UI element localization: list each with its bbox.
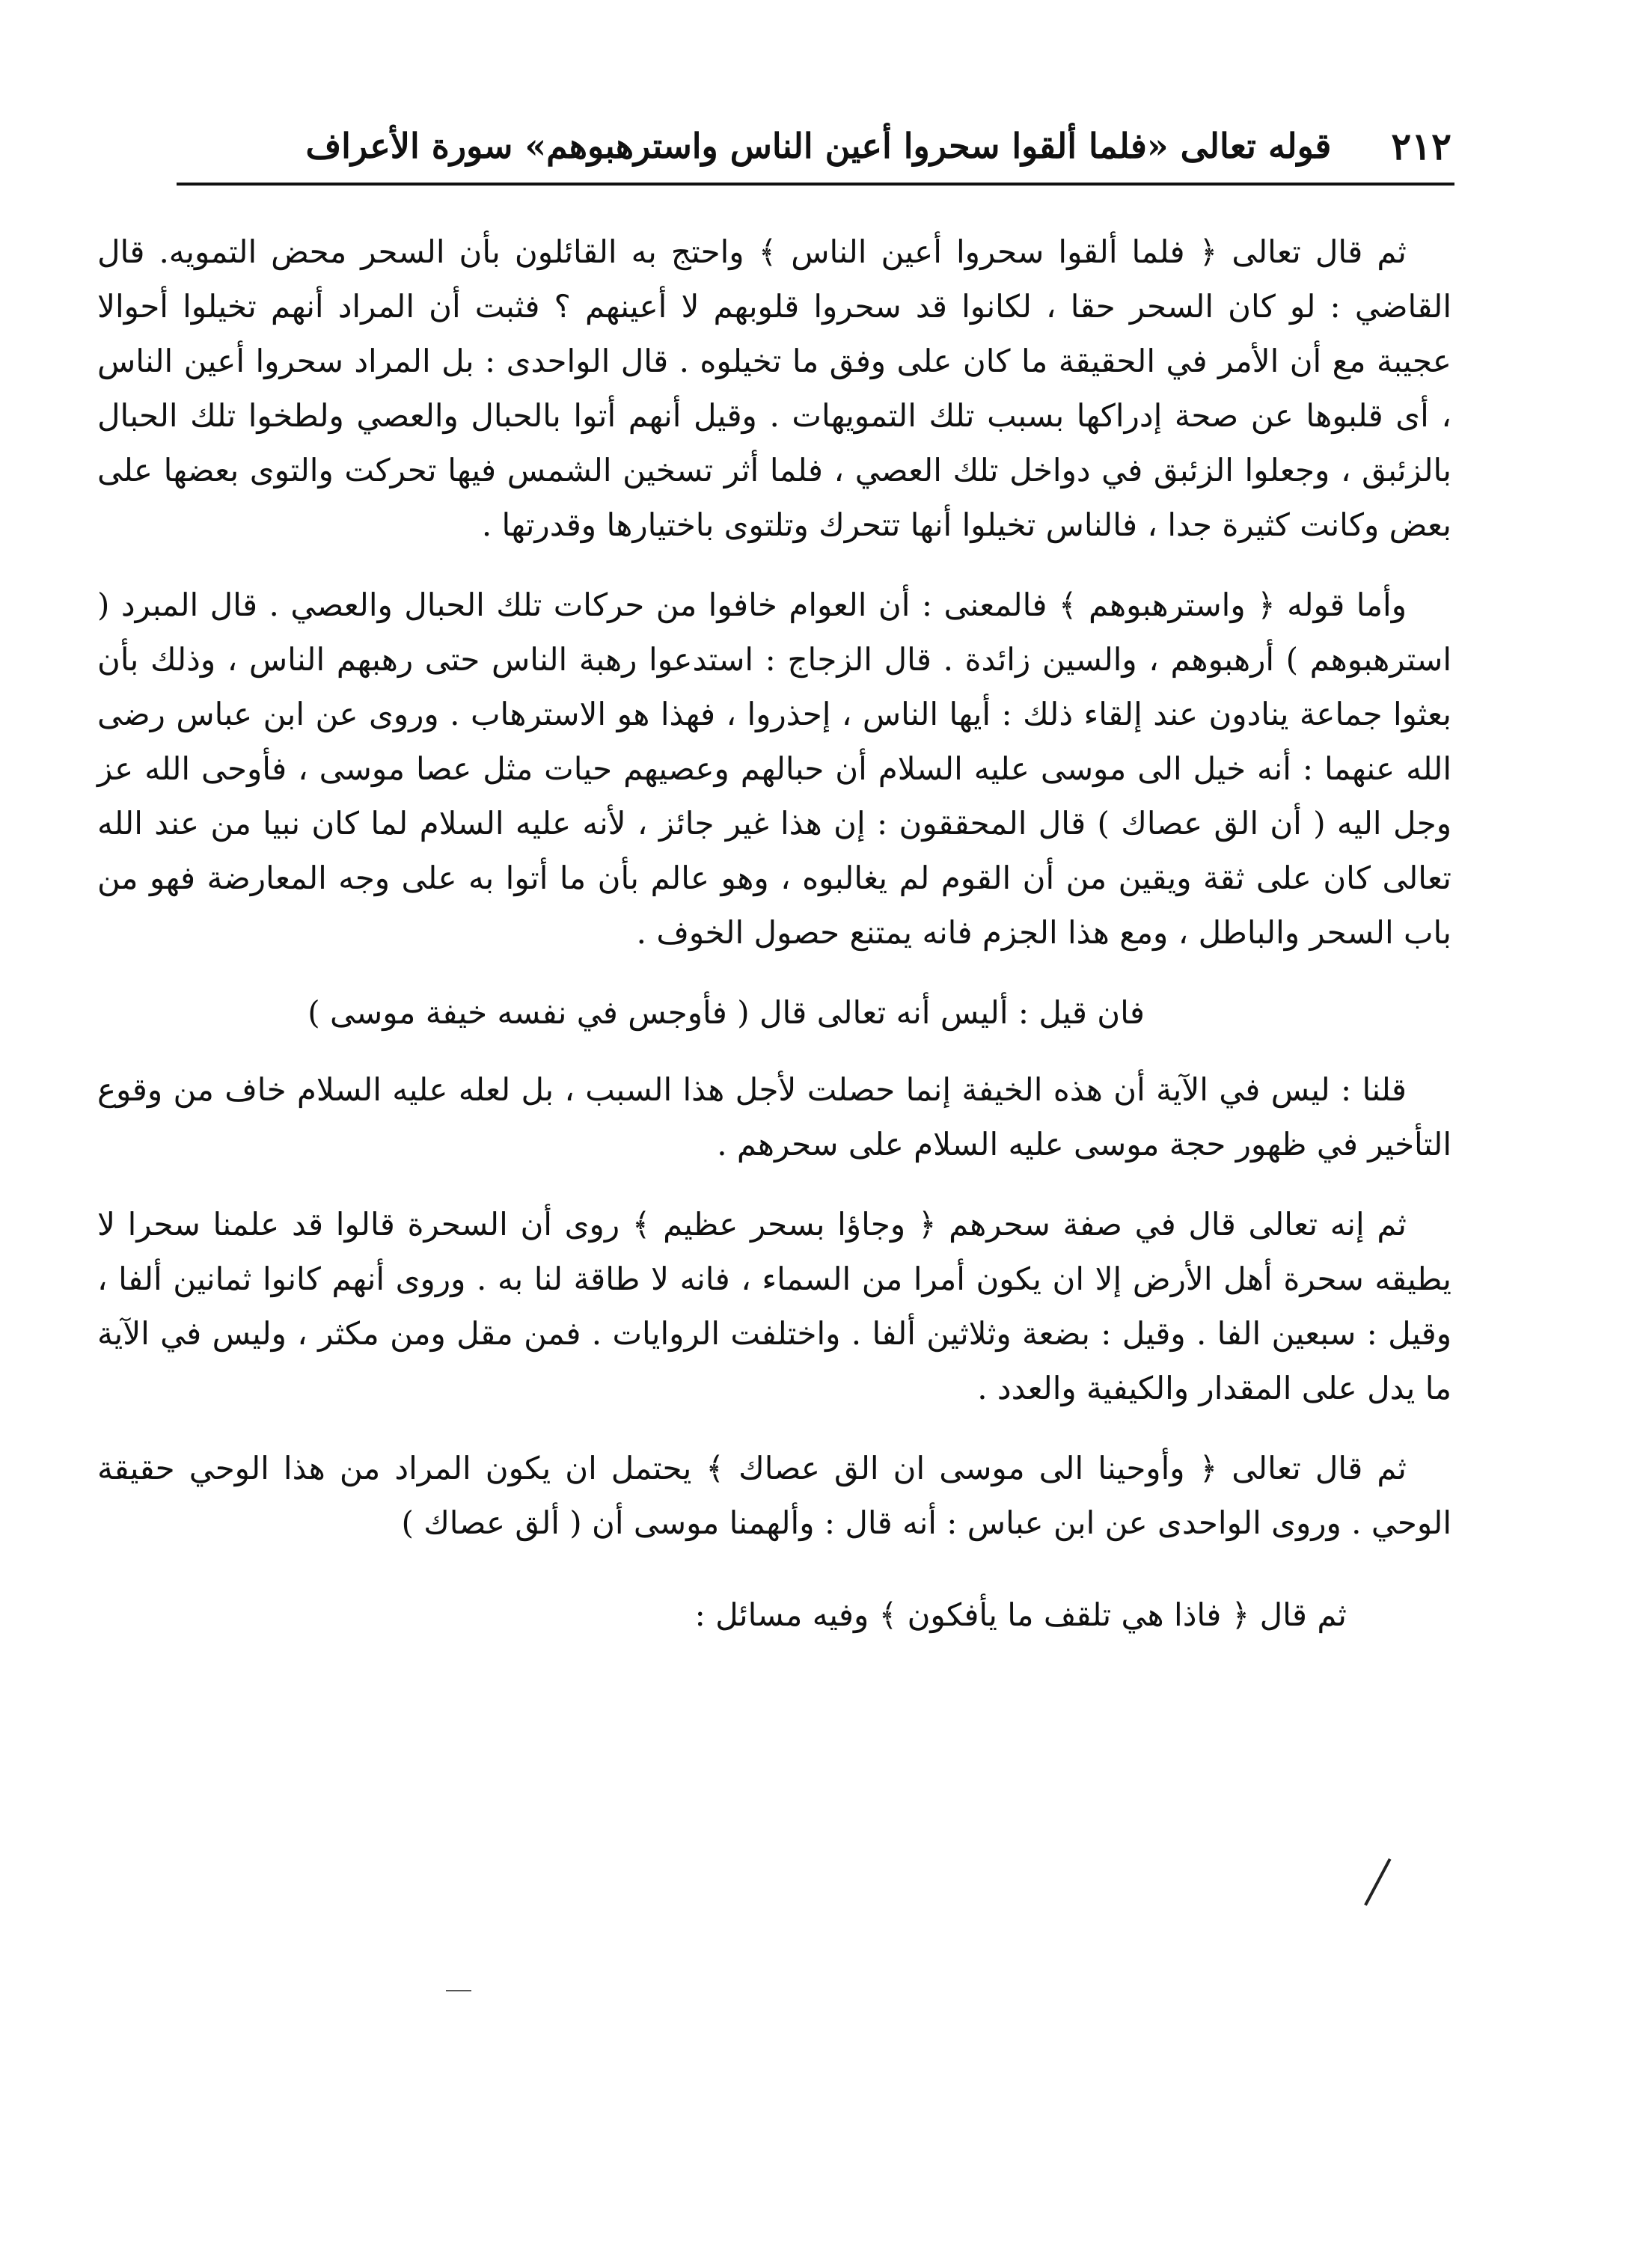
paragraph-3: فان قيل : أليس أنه تعالى قال ( فأوجس في نفسه خيفة موسى ) bbox=[308, 994, 1145, 1031]
body-text bbox=[97, 224, 1451, 1667]
paragraph-1: ثم قال تعالى ﴿ فلما ألقوا سحروا أعين الناس ﴾ واحتج به القائلون بأن السحر محض التمويه. قال القاضي : لو كان السحر حقا ، لكانوا قد سحروا قلوبهم لا أعينهم ؟ فثبت أن المراد أنهم تخيلوا أحوالا عجيبة مع أن الأمر في الحقيقة ما كان على وفق ما تخيلوه . قال الواحدى : بل المراد سحروا أعين الناس ، أى قلبوها عن صحة إدراكها بسبب تلك التمويهات . وقيل أنهم أتوا بالحبال والعصي ولطخوا تلك الحبال بالزئبق ، وجعلوا الزئبق في دواخل تلك العصي ، فلما أثر تسخين الشمس فيها تحركت والتوى بعضها على بعض وكانت كثيرة جدا ، فالناس تخيلوا أنها تتحرك وتلتوى باختيارها وقدرتها . bbox=[97, 233, 1451, 543]
paragraph-7: ثم قال ﴿ فاذا هي تلقف ما يأفكون ﴾ وفيه مسائل : bbox=[694, 1596, 1347, 1633]
header-title: قوله تعالى «فلما ألقوا سحروا أعين الناس واسترهبوهم» سورة الأعراف bbox=[305, 126, 1332, 166]
running-header bbox=[180, 112, 1451, 180]
paragraph-6: ثم قال تعالى ﴿ وأوحينا الى موسى ان الق عصاك ﴾ يحتمل ان يكون المراد من هذا الوحي حقيقة الوحي . وروى الواحدى عن ابن عباس : أنه قال : وألهمنا موسى أن ( ألق عصاك ) bbox=[97, 1450, 1451, 1541]
page-number: ٢١٢ bbox=[1391, 123, 1451, 168]
header-rule bbox=[177, 183, 1454, 186]
scan-mark bbox=[446, 1990, 471, 1991]
paragraph-4: قلنا : ليس في الآية أن هذه الخيفة إنما حصلت لأجل هذا السبب ، بل لعله عليه السلام خاف من وقوع التأخير في ظهور حجة موسى عليه السلام على سحرهم . bbox=[97, 1071, 1451, 1163]
paragraph-5: ثم إنه تعالى قال في صفة سحرهم ﴿ وجاؤا بسحر عظيم ﴾ روى أن السحرة قالوا قد علمنا سحرا لا يطيقه سحرة أهل الأرض إلا ان يكون أمرا من السماء ، فانه لا طاقة لنا به . وروى أنهم كانوا ثمانين ألفا ، وقيل : سبعين الفا . وقيل : بضعة وثلاثين ألفا . واختلفت الروايات . فمن مقل ومن مكثر ، وليس في الآية ما يدل على المقدار والكيفية والعدد . bbox=[97, 1206, 1451, 1406]
margin-slash-mark bbox=[1364, 1858, 1399, 1910]
paragraph-2: وأما قوله ﴿ واسترهبوهم ﴾ فالمعنى : أن العوام خافوا من حركات تلك الحبال والعصي . قال المبرد ( استرهبوهم ) أرهبوهم ، والسين زائدة . قال الزجاج : استدعوا رهبة الناس حتى رهبهم الناس ، وذلك بأن بعثوا جماعة ينادون عند إلقاء ذلك : أيها الناس ، إحذروا ، فهذا هو الاسترهاب . وروى عن ابن عباس رضى الله عنهما : أنه خيل الى موسى عليه السلام أن حبالهم وعصيهم حيات مثل عصا موسى ، فأوحى الله عز وجل اليه ( أن الق عصاك ) قال المحققون : إن هذا غير جائز ، لأنه عليه السلام لما كان نبيا من عند الله تعالى كان على ثقة ويقين من أن القوم لم يغالبوه ، وهو عالم بأن ما أتوا به على وجه المعارضة فهو من باب السحر والباطل ، ومع هذا الجزم فانه يمتنع حصول الخوف . bbox=[97, 586, 1451, 951]
